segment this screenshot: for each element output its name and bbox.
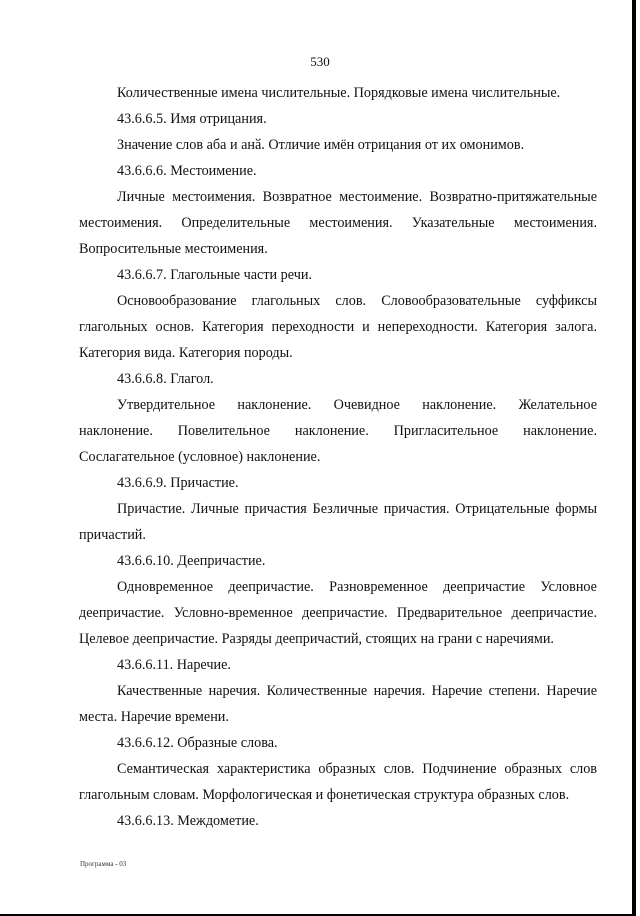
paragraph-participle: Причастие. Личные причастия Безличные причастия. Отрицательные формы причастий. [79, 501, 597, 543]
paragraph-adverb: Качественные наречия. Количественные наречия. Наречие степени. Наречие места. Наречие времени. [79, 683, 597, 725]
document-body [79, 80, 597, 834]
heading-participle: 43.6.6.9. Причастие. [117, 475, 239, 491]
heading-interjection: 43.6.6.13. Междометие. [117, 813, 259, 829]
paragraph-adverbial-participle: Одновременное деепричастие. Разновременное деепричастие Условное деепричастие. Условно-временное деепричастие. Предварительное деепричастие. Целевое деепричастие. Разряды деепричастий, стоящих на грани с наречиями. [79, 579, 597, 647]
page-number: 530 [310, 54, 330, 69]
paragraph-verb: Утвердительное наклонение. Очевидное наклонение. Желательное наклонение. Повелительное наклонение. Пригласительное наклонение. Сослагательное (условное) наклонение. [79, 397, 597, 465]
paragraph-pronoun: Личные местоимения. Возвратное местоимение. Возвратно-притяжательные местоимения. Определительные местоимения. Указательные местоимения. Вопросительные местоимения. [79, 189, 597, 257]
heading-adverbial-participle: 43.6.6.10. Деепричастие. [117, 553, 266, 569]
paragraph-negation-noun: Значение слов аба и анӑ. Отличие имён отрицания от их омонимов. [117, 137, 525, 153]
heading-verb: 43.6.6.8. Глагол. [117, 371, 214, 387]
heading-negation-noun: 43.6.6.5. Имя отрицания. [117, 111, 267, 127]
paragraph-cardinal-ordinal-numerals: Количественные имена числительные. Порядковые имена числительные. [117, 85, 561, 101]
heading-adverb: 43.6.6.11. Наречие. [117, 657, 231, 673]
heading-verbal-parts-of-speech: 43.6.6.7. Глагольные части речи. [117, 267, 312, 283]
heading-pronoun: 43.6.6.6. Местоимение. [117, 163, 257, 179]
heading-figurative-words: 43.6.6.12. Образные слова. [117, 735, 278, 751]
paragraph-figurative-words: Семантическая характеристика образных слов. Подчинение образных слов глагольным словам. Морфологическая и фонетическая структура образных слов. [79, 761, 597, 803]
paragraph-verbal-parts-of-speech: Основообразование глагольных слов. Словообразовательные суффиксы глагольных основ. Категория переходности и непереходности. Категория залога. Категория вида. Категория породы. [79, 293, 597, 361]
page-footer: Программа - 03 [80, 860, 127, 868]
